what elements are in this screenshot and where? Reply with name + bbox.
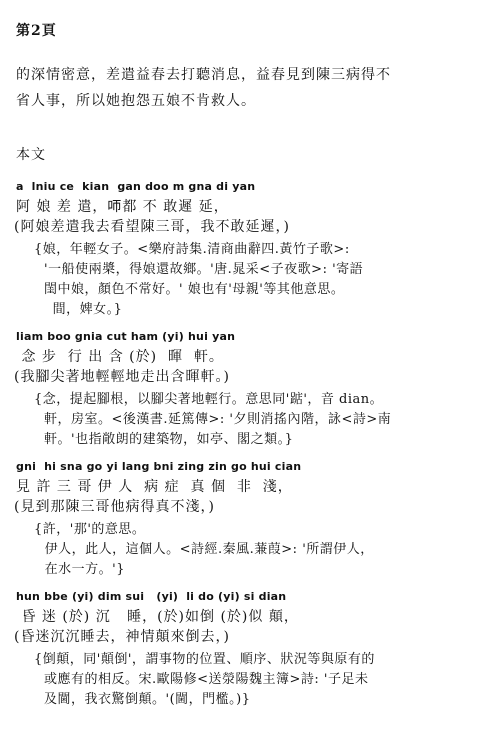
intro-line-1: 的深情密意，差遣益春去打聽消息，益春見到陳三病得不 [16,67,391,83]
verse-3-translation: (見到那陳三哥他病得真不淺，) [14,499,215,515]
verse-4-note-line: {倒顛，同'顛倒'，謂事物的位置、順序、狀況等與原有的 [34,652,375,667]
verse-1-note-line: '一船使兩槳，得娘還故鄉。'唐.晁采<子夜歌>: '寄語 [44,262,364,277]
intro-line-2: 省人事，所以她抱怨五娘不肯救人。 [16,93,256,109]
verse-4-romanization: hun bbe (yi) dim sui (yi) li do (yi) si dian [16,590,287,603]
verse-4-translation: (昏迷沉沉睡去，神情顛來倒去，) [14,629,230,645]
verse-1-translation: (阿娘差遣我去看望陳三哥，我不敢延遲，) [14,219,290,235]
verse-2-text: 念 步 行 出 含 (於) 暉 軒。 [16,349,224,365]
verse-1-romanization: a lniu ce kian gan doo m gna di yan [16,180,256,193]
verse-3-note-line: {許，'那'的意思。 [34,522,146,537]
verse-2-note-line: 軒，房室。<後漢書.延篤傳>: '夕則消搖內階，詠<詩>南 [44,412,392,427]
verse-2-note-line: 軒。'也指敞朗的建築物，如亭、閣之類。} [44,432,294,447]
page-number: 第2頁 [16,23,57,39]
verse-4-note-line: 及閫，我衣驚倒顛。'(閫，門檻。)} [44,692,251,707]
verse-4-note-line: 或應有的相反。宋.歐陽修<送滎陽魏主簿>詩: '子足未 [44,672,369,687]
verse-1-note-line: {娘，年輕女子。<樂府詩集.清商曲辭四.黃竹子歌>: [34,242,350,257]
verse-1-note-line: 間，婢女。} [48,302,123,317]
verse-2-translation: (我腳尖著地輕輕地走出含暉軒。) [14,369,230,385]
verse-4-text: 昏 迷 (於) 沉 睡，(於)如倒 (於)似 顛， [16,609,299,625]
verse-2-note-line: {念，提起腳根，以腳尖著地輕行。意思同'踮'，音 dian。 [34,392,384,407]
verse-1-text: 阿 娘 差 遣，𠯗都 不 敢遲 延， [16,199,229,215]
verse-2-romanization: liam boo gnia cut ham (yi) hui yan [16,330,236,343]
verse-1-note-line: 閨中娘，顏色不常好。' 娘也有'母親'等其他意思。 [44,282,345,297]
verse-3-romanization: gni hi sna go yi lang bni zing zin go hui cian [16,460,302,473]
verse-3-note-line: 在水一方。'} [40,562,125,577]
section-title: 本文 [16,147,46,163]
verse-3-note-line: 伊人，此人，這個人。<詩經.秦風.蒹葭>: '所謂伊人， [40,542,374,557]
verse-3-text: 見 許 三 哥 伊 人 病 症 真 個 非 淺， [16,479,293,495]
